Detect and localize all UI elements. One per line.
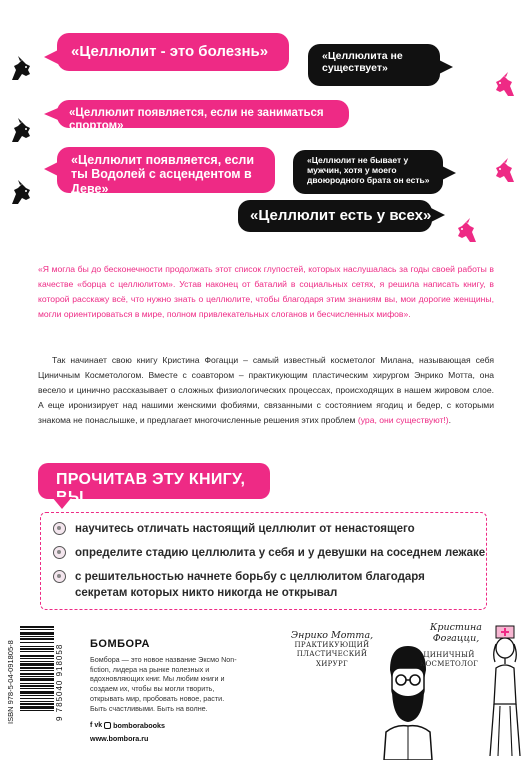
bubble-disease: «Целлюлит - это болезнь» [57,33,289,71]
read-heading: ПРОЧИТАВ ЭТУ КНИГУ, ВЫ... [38,463,270,499]
barcode-bar [20,629,54,630]
author-caption-fogazzi [416,622,496,669]
benefits-box [40,512,487,610]
barcode-bar [20,688,54,689]
bubble-not-exist: «Целлюлита не существует» [308,44,440,86]
publisher-description: Бомбора — это новое название Эксмо Non-fiction, лидера на рынке полезных и вдохновляющих книг. Мы любим книги и создаем их, чтобы вы могли творить, открывать мир, пробовать новое, расти. Быть счастливыми. Быть на волне. [90,655,237,713]
unicorn-icon [488,72,518,98]
barcode-bar [20,691,54,694]
read-heading-tail [52,497,72,509]
author-role: ЦИНИЧНЫЙ КОСМЕТОЛОГ [419,650,479,668]
instagram-icon [104,722,111,729]
unicorn-icon [8,56,38,82]
unicorn-icon [450,218,480,244]
list-item [53,545,485,561]
isbn-text: ISBN 978-5-04-091805-8 [6,640,15,724]
barcode-bar [20,706,54,709]
vk-icon: vk [94,722,103,729]
bubble-sport-tail [44,108,58,120]
author-quote: «Я могла бы до бесконечности продолжать этот список глупостей, которых наслушалась за годы своей работы в качестве «борца с целлюлитом». Устав наконец от баталий в социальных сетях, я решила написать книгу, в которой расскажу всё, что нужно знать о целлюлите, чтобы благодаря этим знаниям вы, мои дорогие женщины, могли ориентироваться в мире, полном привлекательных слоганов и бесчисленных мифов». [38,264,494,320]
barcode-bar [20,661,54,662]
bubble-aquarius-tail [44,162,58,176]
barcode-bar [20,676,54,677]
barcode-bar [20,655,54,657]
cosmetologist-illustration [486,624,526,760]
barcode-bar [20,632,54,635]
barcode-bar [20,636,54,637]
unicorn-icon [8,118,38,144]
bubble-sport: «Целлюлит появляется, если не заниматься спортом» [57,100,349,128]
barcode-bar [20,703,54,705]
bubble-aquarius: «Целлюлит появляется, если ты Водолей с асцендентом в Деве» [57,147,275,193]
bullet-icon [53,546,66,559]
barcode-bar [20,663,54,666]
bubble-men-tail [442,166,456,180]
publisher-logo: БОМБОРА [90,638,150,650]
barcode-bar [20,642,54,643]
barcode-bar [20,698,54,699]
bubble-everyone: «Целлюлит есть у всех» [238,200,432,232]
barcode-bar [20,701,54,702]
publisher-site: www.bombora.ru [90,734,149,743]
barcode-bar [20,626,54,628]
unicorn-icon [8,180,38,206]
unicorn-icon [488,158,518,184]
facebook-icon: f [90,722,93,729]
bullet-icon [53,522,66,535]
description-text: Так начинает свою книгу Кристина Фогацци – самый известный косметолог Милана, называющая себя Циничным Косметологом. Вместе с соавтором – практикующим пластическим хирургом Энрико Мотта, она весело и цинично рассказывает о сложных физиологических процессах, происходящих в нашем жировом слое. А еще иронизирует над нашими женскими фобиями, связанными с состоянием ягодиц и бедер, с которыми знакома не понаслышке, и предлагает многочисленные решения этих проблем [38,355,494,426]
author-role: ПРАКТИКУЮЩИЙ ПЛАСТИЧЕСКИЙ ХИРУРГ [294,641,370,668]
author-name: Энрико Мотта, [290,630,374,641]
barcode-bar [20,683,54,684]
barcode-icon [20,626,54,738]
author-caption-motta [282,630,382,669]
barcode-bar [20,667,54,669]
barcode-bar [20,673,54,675]
book-description [38,353,494,428]
bullet-icon [53,570,66,583]
benefit-text: научитесь отличать настоящий целлюлит от ненастоящего [75,523,415,535]
description-highlight: (ура, они существуют!) [357,415,449,426]
list-item [53,521,415,537]
barcode-bar [20,638,54,640]
bubble-disease-tail [44,50,58,64]
barcode-bar [20,710,54,711]
barcode-bar [20,685,54,687]
barcode-bar [20,670,54,671]
barcode-bar [20,678,54,681]
barcode-bar [20,651,54,652]
bubble-men: «Целлюлит не бывает у мужчин, хотя у моего двоюродного брата он есть» [293,150,443,194]
author-name: Кристина Фогацци, [430,622,482,645]
bubble-everyone-tail [431,208,445,222]
benefit-text: определите стадию целлюлита у себя и у девушки на соседнем лежаке [75,547,486,559]
description-end: . [448,415,452,426]
benefit-text: с решительностью начнете борьбу с целлюлитом благодаря секретам которых никто никогда не открывал [75,571,425,600]
barcode-bar [20,695,54,696]
social-handle: bomborabooks [113,721,166,730]
barcode-bar [20,658,54,659]
bubble-not-exist-tail [439,60,453,74]
barcode-bar [20,646,54,647]
barcode-bar [20,648,54,650]
list-item [53,569,473,601]
social-links [90,721,165,730]
barcode-number: 9 785040 918058 [55,643,64,721]
